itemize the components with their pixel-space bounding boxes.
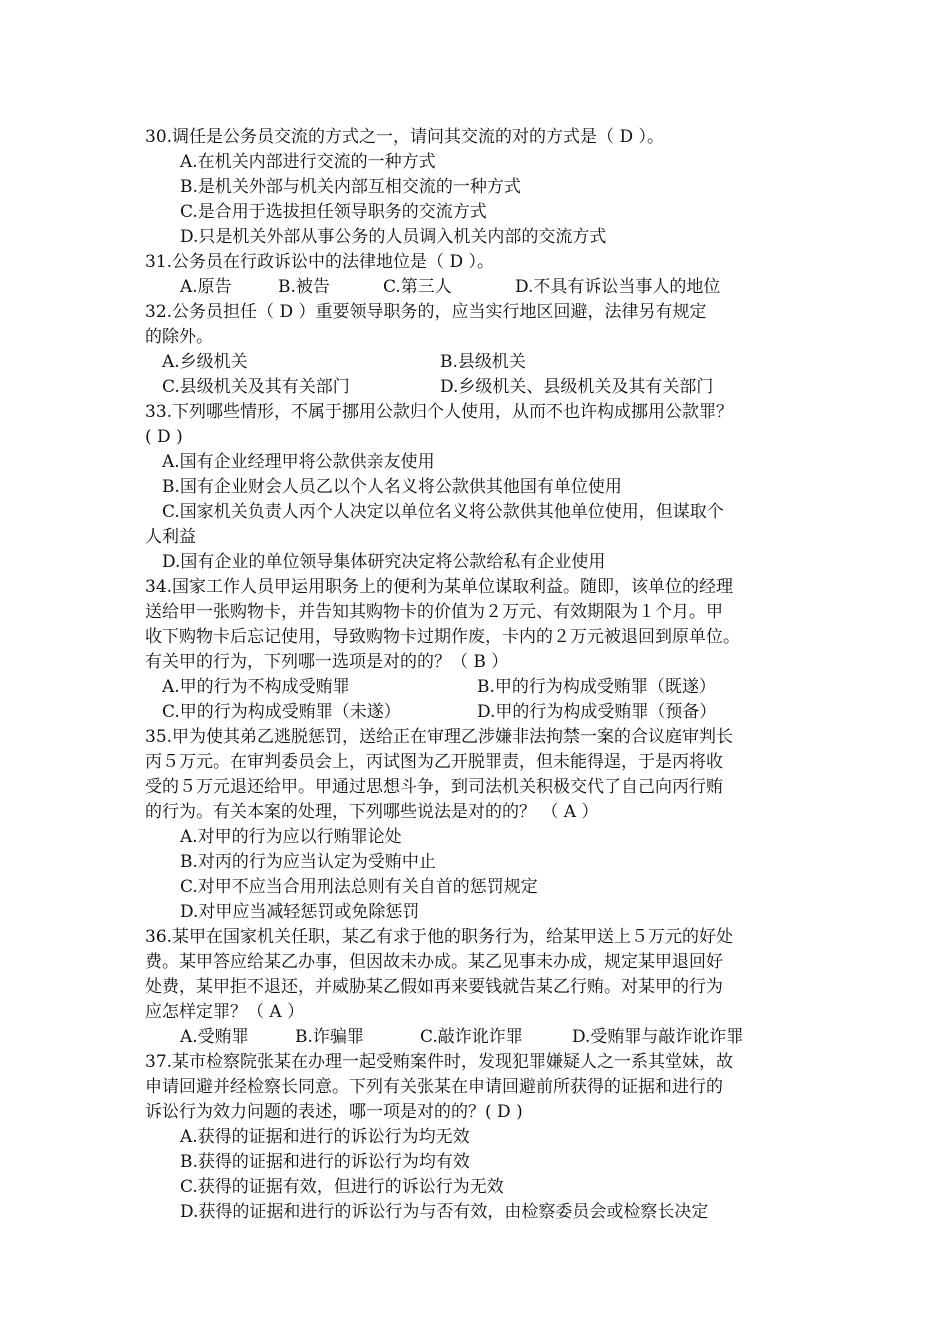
question-30-option-b: B.是机关外部与机关内部互相交流的一种方式 [180, 177, 521, 197]
question-36-stem-line-4: 应怎样定罪？（ A ） [145, 1002, 305, 1022]
question-34-option-a: A.甲的行为不构成受贿罪 [162, 677, 350, 697]
question-33-option-c-line-2: 人利益 [145, 527, 196, 547]
question-33-option-a: A.国有企业经理甲将公款供亲友使用 [162, 452, 435, 472]
question-35-stem-line-3: 受的５万元退还给甲。甲通过思想斗争，到司法机关积极交代了自己向丙行贿 [145, 777, 723, 797]
question-32-option-a: A.乡级机关 [162, 352, 248, 372]
question-34-stem-line-4: 有关甲的行为，下列哪一选项是对的的？（ B ） [145, 652, 509, 672]
question-35-stem-line-2: 丙５万元。在审判委员会上，丙试图为乙开脱罪责，但未能得逞，于是丙将收 [145, 752, 723, 772]
question-35-option-a: A.对甲的行为应以行贿罪论处 [180, 827, 402, 847]
question-33-option-d: D.国有企业的单位领导集体研究决定将公款给私有企业使用 [162, 552, 606, 572]
question-32-option-d: D.乡级机关、县级机关及其有关部门 [440, 377, 714, 397]
question-34-stem-line-3: 收下购物卡后忘记使用，导致购物卡过期作废，卡内的２万元被退回到原单位。 [145, 627, 740, 647]
question-34-stem-line-2: 送给甲一张购物卡，并告知其购物卡的价值为２万元、有效期限为１个月。甲 [145, 602, 723, 622]
question-34-option-b: B.甲的行为构成受贿罪（既遂） [477, 677, 716, 697]
question-34-stem-line-1: 34.国家工作人员甲运用职务上的便利为某单位谋取利益。随即，该单位的经理 [145, 577, 734, 597]
question-37-option-a: A.获得的证据和进行的诉讼行为均无效 [180, 1127, 470, 1147]
question-33-stem-line-2: ( D ) [145, 427, 183, 447]
question-37-stem-line-3: 诉讼行为效力问题的表述，哪一项是对的的？( D ) [145, 1102, 523, 1122]
question-37-option-b: B.获得的证据和进行的诉讼行为均有效 [180, 1152, 470, 1172]
question-31-option-d: D.不具有诉讼当事人的地位 [515, 277, 721, 297]
question-35-stem-line-1: 35.甲为使其弟乙逃脱惩罚，送给正在审理乙涉嫌非法拘禁一案的合议庭审判长 [145, 727, 734, 747]
question-33-option-b: B.国有企业财会人员乙以个人名义将公款供其他国有单位使用 [162, 477, 622, 497]
question-35-option-d: D.对甲应当减轻惩罚或免除惩罚 [180, 902, 420, 922]
question-34-option-d: D.甲的行为构成受贿罪（预备） [477, 702, 717, 722]
question-36-option-a: A.受贿罪 [180, 1027, 249, 1047]
question-31-option-a: A.原告 [180, 277, 232, 297]
question-36-stem-line-3: 处费，某甲拒不退还，并威胁某乙假如再来要钱就告某乙行贿。对某甲的行为 [145, 977, 723, 997]
question-36-stem-line-2: 费。某甲答应给某乙办事，但因故未办成。某乙见事未办成，规定某甲退回好 [145, 952, 723, 972]
question-37-stem-line-1: 37.某市检察院张某在办理一起受贿案件时，发现犯罪嫌疑人之一系其堂妹，故 [145, 1052, 734, 1072]
question-30-option-d: D.只是机关外部从事公务的人员调入机关内部的交流方式 [180, 227, 607, 247]
question-31-option-b: B.被告 [278, 277, 330, 297]
question-37-option-d: D.获得的证据和进行的诉讼行为与否有效，由检察委员会或检察长决定 [180, 1202, 709, 1222]
question-31-option-c: C.第三人 [383, 277, 452, 297]
question-30-option-a: A.在机关内部进行交流的一种方式 [180, 152, 436, 172]
question-30-stem: 30.调任是公务员交流的方式之一，请问其交流的对的方式是（ D ）。 [145, 127, 664, 147]
question-37-stem-line-2: 申请回避并经检察长同意。下列有关张某在申请回避前所获得的证据和进行的 [145, 1077, 723, 1097]
question-35-stem-line-4: 的行为。有关本案的处理，下列哪些说法是对的的？ （ A ） [145, 802, 599, 822]
question-30-option-c: C.是合用于选拔担任领导职务的交流方式 [180, 202, 487, 222]
question-32-stem-line-1: 32.公务员担任（ D ）重要领导职务的，应当实行地区回避，法律另有规定 [145, 302, 707, 322]
question-33-stem-line-1: 33.下列哪些情形，不属于挪用公款归个人使用，从而不也许构成挪用公款罪？ [145, 402, 734, 422]
question-36-stem-line-1: 36.某甲在国家机关任职，某乙有求于他的职务行为，给某甲送上５万元的好处 [145, 927, 734, 947]
question-32-option-b: B.县级机关 [440, 352, 526, 372]
question-33-option-c-line-1: C.国家机关负责人丙个人决定以单位名义将公款供其他单位使用，但谋取个 [162, 502, 724, 522]
question-36-option-c: C.敲诈讹诈罪 [420, 1027, 523, 1047]
question-34-option-c: C.甲的行为构成受贿罪（未遂） [162, 702, 401, 722]
question-37-option-c: C.获得的证据有效，但进行的诉讼行为无效 [180, 1177, 504, 1197]
question-32-stem-line-2: 的除外。 [145, 327, 213, 347]
question-35-option-b: B.对丙的行为应当认定为受贿中止 [180, 852, 436, 872]
question-32-option-c: C.县级机关及其有关部门 [162, 377, 350, 397]
question-36-option-d: D.受贿罪与敲诈讹诈罪 [572, 1027, 744, 1047]
question-36-option-b: B.诈骗罪 [295, 1027, 364, 1047]
question-31-stem: 31.公务员在行政诉讼中的法律地位是（ D ）。 [145, 252, 494, 272]
question-35-option-c: C.对甲不应当合用刑法总则有关自首的惩罚规定 [180, 877, 538, 897]
